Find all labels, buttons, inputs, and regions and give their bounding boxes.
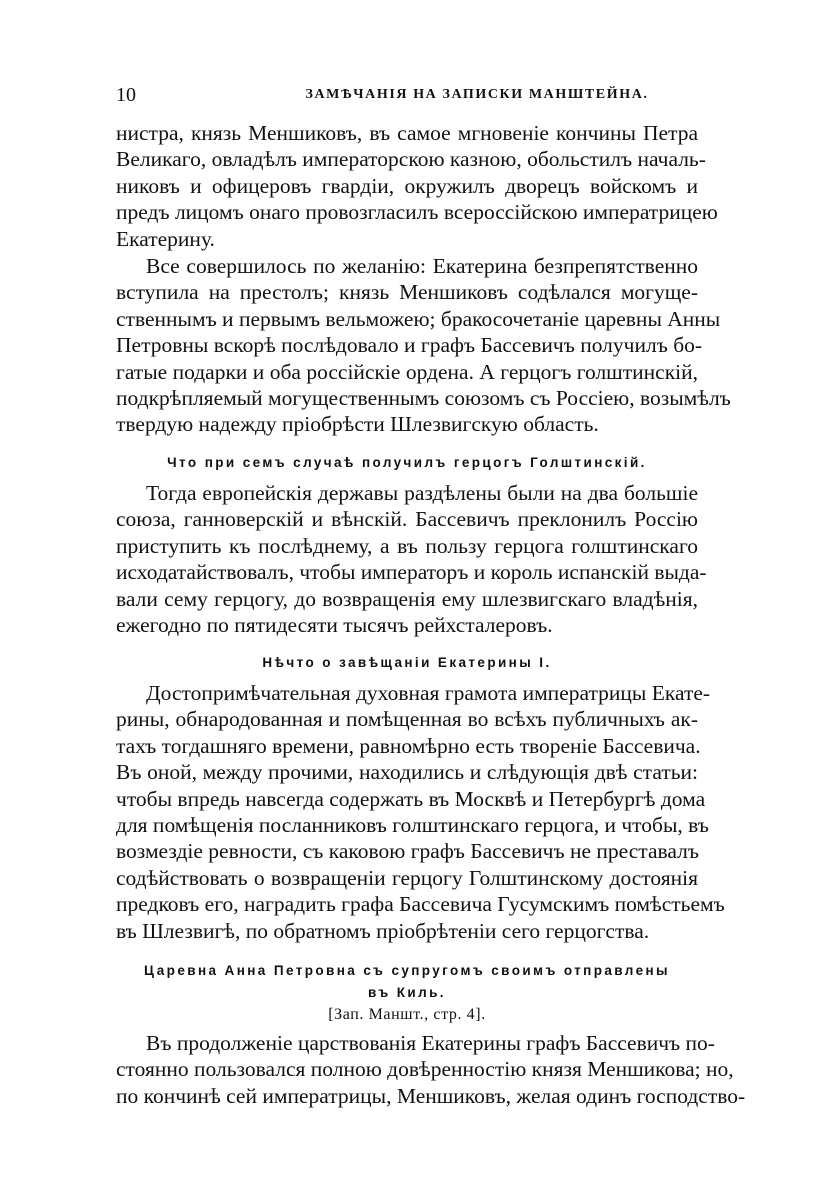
text-line: въ Шлезвигѣ, по обратномъ пріобрѣтеніи сего герцогства. (116, 918, 650, 943)
text-line: подкрѣпляемый могущественнымъ союзомъ съ Россіею, возымѣлъ (116, 386, 731, 411)
section-heading-3: Царевна Анна Петровна съ супругомъ своимъ отправлены (144, 963, 670, 978)
text-line: ственнымъ и первымъ вельможею; бракосочетаніе царевны Анны (116, 306, 721, 331)
text-line: предковъ его, наградить графа Бассевича Гусумскимъ помѣстьемъ (116, 892, 725, 917)
text-line: приступить къ послѣднему, а въ пользу герцога голштинскаго (116, 533, 698, 558)
text-line: для помѣщенія посланниковъ голштинскаго герцога, и чтобы, въ (116, 813, 709, 838)
paragraph-4 (116, 680, 725, 944)
page-number: 10 (116, 84, 136, 106)
paragraph-1 (116, 120, 718, 252)
text-line: Въ продолженіе царствованія Екатерины графъ Бассевичъ по- (146, 1031, 715, 1055)
section-heading-1: Что при семъ случаѣ получилъ герцогъ Голштинскій. (167, 455, 647, 470)
text-line: гатые подарки и оба россійскіе ордена. А герцогъ голштинскій, (116, 359, 698, 384)
text-line: предъ лицомъ онаго провозгласилъ всероссійскою императрицею (116, 200, 718, 225)
text-line: чтобы впредь навсегда содержать въ Москвѣ и Петербургѣ дома (116, 786, 706, 811)
text-line: нистра, князь Меншиковъ, въ самое мгновеніе кончины Петра (116, 121, 698, 145)
text-line: стоянно пользовался полною довѣренностію князя Меншикова; но, (116, 1057, 734, 1082)
text-line: Тогда европейскія державы раздѣлены были на два большіе (146, 481, 698, 505)
text-line: ежегодно по пятидесяти тысячъ рейхсталеровъ. (116, 613, 553, 638)
text-line: Петровны вскорѣ послѣдовало и графъ Бассевичъ получилъ бо- (116, 333, 703, 358)
text-line: возмездіе ревности, съ каковою графъ Бассевичъ не преставалъ (116, 839, 699, 864)
paragraph-2 (116, 253, 731, 438)
section-heading-3-continuation: въ Киль. (368, 985, 446, 1000)
source-reference: [Зап. Маншт., стр. 4]. (328, 1006, 486, 1023)
text-line: Екатерину. (116, 226, 215, 251)
paragraph-5 (116, 1030, 746, 1109)
text-line: Достопримѣчательная духовная грамота императрицы Екате- (146, 681, 711, 705)
section-heading-2: Нѣчто о завѣщаніи Екатерины I. (262, 655, 552, 670)
page-header (116, 82, 698, 108)
text-line: Все совершилось по желанію: Екатерина безпрепятственно (146, 254, 698, 278)
running-title: ЗАМѢЧАНІЯ НА ЗАПИСКИ МАНШТЕЙНА. (305, 87, 649, 102)
text-line: твердую надежду пріобрѣсти Шлезвигскую область. (116, 412, 599, 437)
text-line: по кончинѣ сей императрицы, Меншиковъ, желая одинъ господство- (116, 1083, 746, 1108)
text-line: вали сему герцогу, до возвращенія ему шлезвигскаго владѣнія, (116, 586, 698, 611)
text-line: никовъ и офицеровъ гвардіи, окружилъ дворецъ войскомъ и (116, 173, 698, 198)
text-line: Въ оной, между прочими, находились и слѣдующія двѣ статьи: (116, 760, 698, 785)
text-line: рины, обнародованная и помѣщенная во всѣхъ публичныхъ ак- (116, 707, 698, 732)
text-line: вступила на престолъ; князь Меншиковъ содѣлался могуще- (116, 280, 698, 305)
text-line: тахъ тогдашняго времени, равномѣрно есть твореніе Бассевича. (116, 733, 701, 758)
text-line: содѣйствовать о возвращеніи герцогу Голштинскому достоянія (116, 865, 698, 890)
text-line: союза, ганноверскій и вѣнскій. Бассевичъ преклонилъ Россію (116, 507, 698, 532)
paragraph-3 (116, 480, 707, 638)
text-line: исходатайствовалъ, чтобы императоръ и король испанскій выда- (116, 560, 707, 585)
text-line: Великаго, овладѣлъ императорскою казною, обольстилъ началь- (116, 147, 706, 172)
